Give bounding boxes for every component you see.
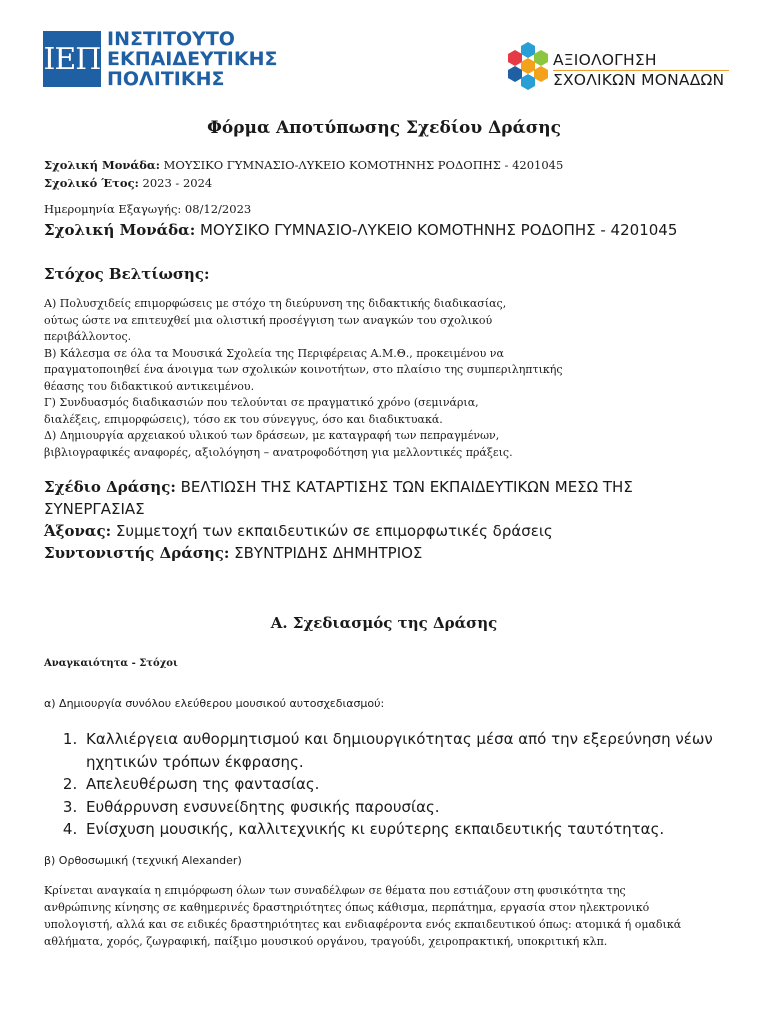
needs-heading: Αναγκαιότητα - Στόχοι	[44, 658, 178, 669]
item-a-text: α) Δημιουργία συνόλου ελεύθερου μουσικού αυτοσχεδιασμού:	[44, 697, 385, 710]
iep-logo	[43, 29, 277, 89]
meta-export-date: Ημερομηνία Εξαγωγής: 08/12/2023	[44, 202, 252, 216]
iep-logo-mark: ΙΕΠ	[43, 31, 101, 87]
action-coordinator: Συντονιστής Δράσης: ΣΒΥΝΤΡΙΔΗΣ ΔΗΜΗΤΡΙΟΣ	[44, 544, 423, 562]
evaluation-logo-underline	[553, 70, 729, 71]
school-unit-heading: Σχολική Μονάδα: ΜΟΥΣΙΚΟ ΓΥΜΝΑΣΙΟ-ΛΥΚΕΙΟ ΚΟΜΟΤΗΝΗΣ ΡΟΔΟΠΗΣ - 4201045	[44, 221, 678, 239]
list-item: 3. Ευθάρρυνση ενσυνείδητης φυσικής παρουσίας.	[82, 796, 762, 819]
evaluation-logo-text: ΑΞΙΟΛΟΓΗΣΗ ΣΧΟΛΙΚΩΝ ΜΟΝΑΔΩΝ	[553, 51, 725, 89]
meta-school-year: Σχολικό Έτος: 2023 - 2024	[44, 176, 213, 190]
iep-logo-text: ΙΝΣΤΙΤΟΥΤΟ ΕΚΠΑΙΔΕΥΤΙΚΗΣ ΠΟΛΙΤΙΚΗΣ	[107, 28, 278, 90]
goals-list	[44, 728, 762, 841]
item-b-text: β) Ορθοσωμική (τεχνική Alexander)	[44, 854, 242, 867]
list-item: 4. Ενίσχυση μουσικής, καλλιτεχνικής κι ευρύτερης εκπαιδευτικής ταυτότητας.	[82, 818, 762, 841]
meta-school: Σχολική Μονάδα: ΜΟΥΣΙΚΟ ΓΥΜΝΑΣΙΟ-ΛΥΚΕΙΟ ΚΟΜΟΤΗΝΗΣ ΡΟΔΟΠΗΣ - 4201045	[44, 158, 564, 172]
evaluation-logo	[506, 40, 730, 100]
list-item: 1. Καλλιέργεια αυθορμητισμού και δημιουργικότητας μέσα από την εξερεύνηση νέων ηχητικών τρόπων έκφρασης.	[82, 728, 762, 773]
closing-paragraph: Κρίνεται αναγκαία η επιμόρφωση όλων των συναδέλφων σε θέματα που εστιάζουν στη φυσικότητα της ανθρώπινης κίνησης σε καθημερινές δραστηριότητες όπως κάθισμα, περπάτημα, εργασία στον ηλεκτρονικό υπολογιστή, αλλά και σε ειδικές δραστηριότητες και ενδιαφέροντα ενός εκπαιδευτικού όπως: ατομικά ή ομαδικά αθλήματα, χορός, ζωγραφική, παίξιμο μουσικού οργάνου, τραγούδι, χειροπρακτική, υποκριτική κλπ.	[44, 884, 682, 948]
improvement-goal-text: Α) Πολυσχιδείς επιμορφώσεις με στόχο τη διεύρυνση της διδακτικής διαδικασίας, ούτως ώστε να επιτευχθεί μια ολιστική προσέγγιση των αναγκών του σχολικού περιβάλλοντος. Β) Κάλεσμα σε όλα τα Μουσικά Σχολεία της Περιφέρειας Α.Μ.Θ., προκειμένου να πραγματοποιηθεί ένα άνοιγμα των σχολικών κοινοτήτων, στο πλαίσιο της συμπεριληπτικής θέασης του διδακτικού αντικειμένου. Γ) Συνδυασμός διαδικασιών που τελούνται σε πραγματικό χρόνο (σεμινάρια, διαλέξεις, επιμορφώσεις), τόσο εκ του σύνεγγυς, όσο και διαδικτυακά. Δ) Δημιουργία αρχειακού υλικού των δράσεων, με καταγραφή των πεπραγμένων, βιβλιογραφικές αναφορές, αξιολόγηση – ανατροφοδότηση για μελλοντικές πράξεις.	[44, 297, 563, 459]
hexagon-cluster-icon	[506, 40, 550, 98]
action-plan: Σχέδιο Δράσης: ΒΕΛΤΙΩΣΗ ΤΗΣ ΚΑΤΑΡΤΙΣΗΣ ΤΩΝ ΕΚΠΑΙΔΕΥΤΙΚΩΝ ΜΕΣΩ ΤΗΣ ΣΥΝΕΡΓΑΣΙΑΣ Άξονας: Συμμετοχή των εκπαιδευτικών σε επιμορφωτικές δράσεις Συντονιστής Δράσης: ΣΒΥΝΤΡΙΔΗΣ ΔΗΜΗΤΡΙΟΣ	[44, 476, 744, 564]
action-axis: Άξονας: Συμμετοχή των εκπαιδευτικών σε επιμορφωτικές δράσεις	[44, 522, 553, 540]
improvement-goal-heading: Στόχος Βελτίωσης:	[44, 265, 210, 283]
list-item: 2. Απελευθέρωση της φαντασίας.	[82, 773, 762, 796]
section-a-title: Α. Σχεδιασμός της Δράσης	[270, 614, 498, 632]
document-title: Φόρμα Αποτύπωσης Σχεδίου Δράσης	[207, 118, 561, 138]
